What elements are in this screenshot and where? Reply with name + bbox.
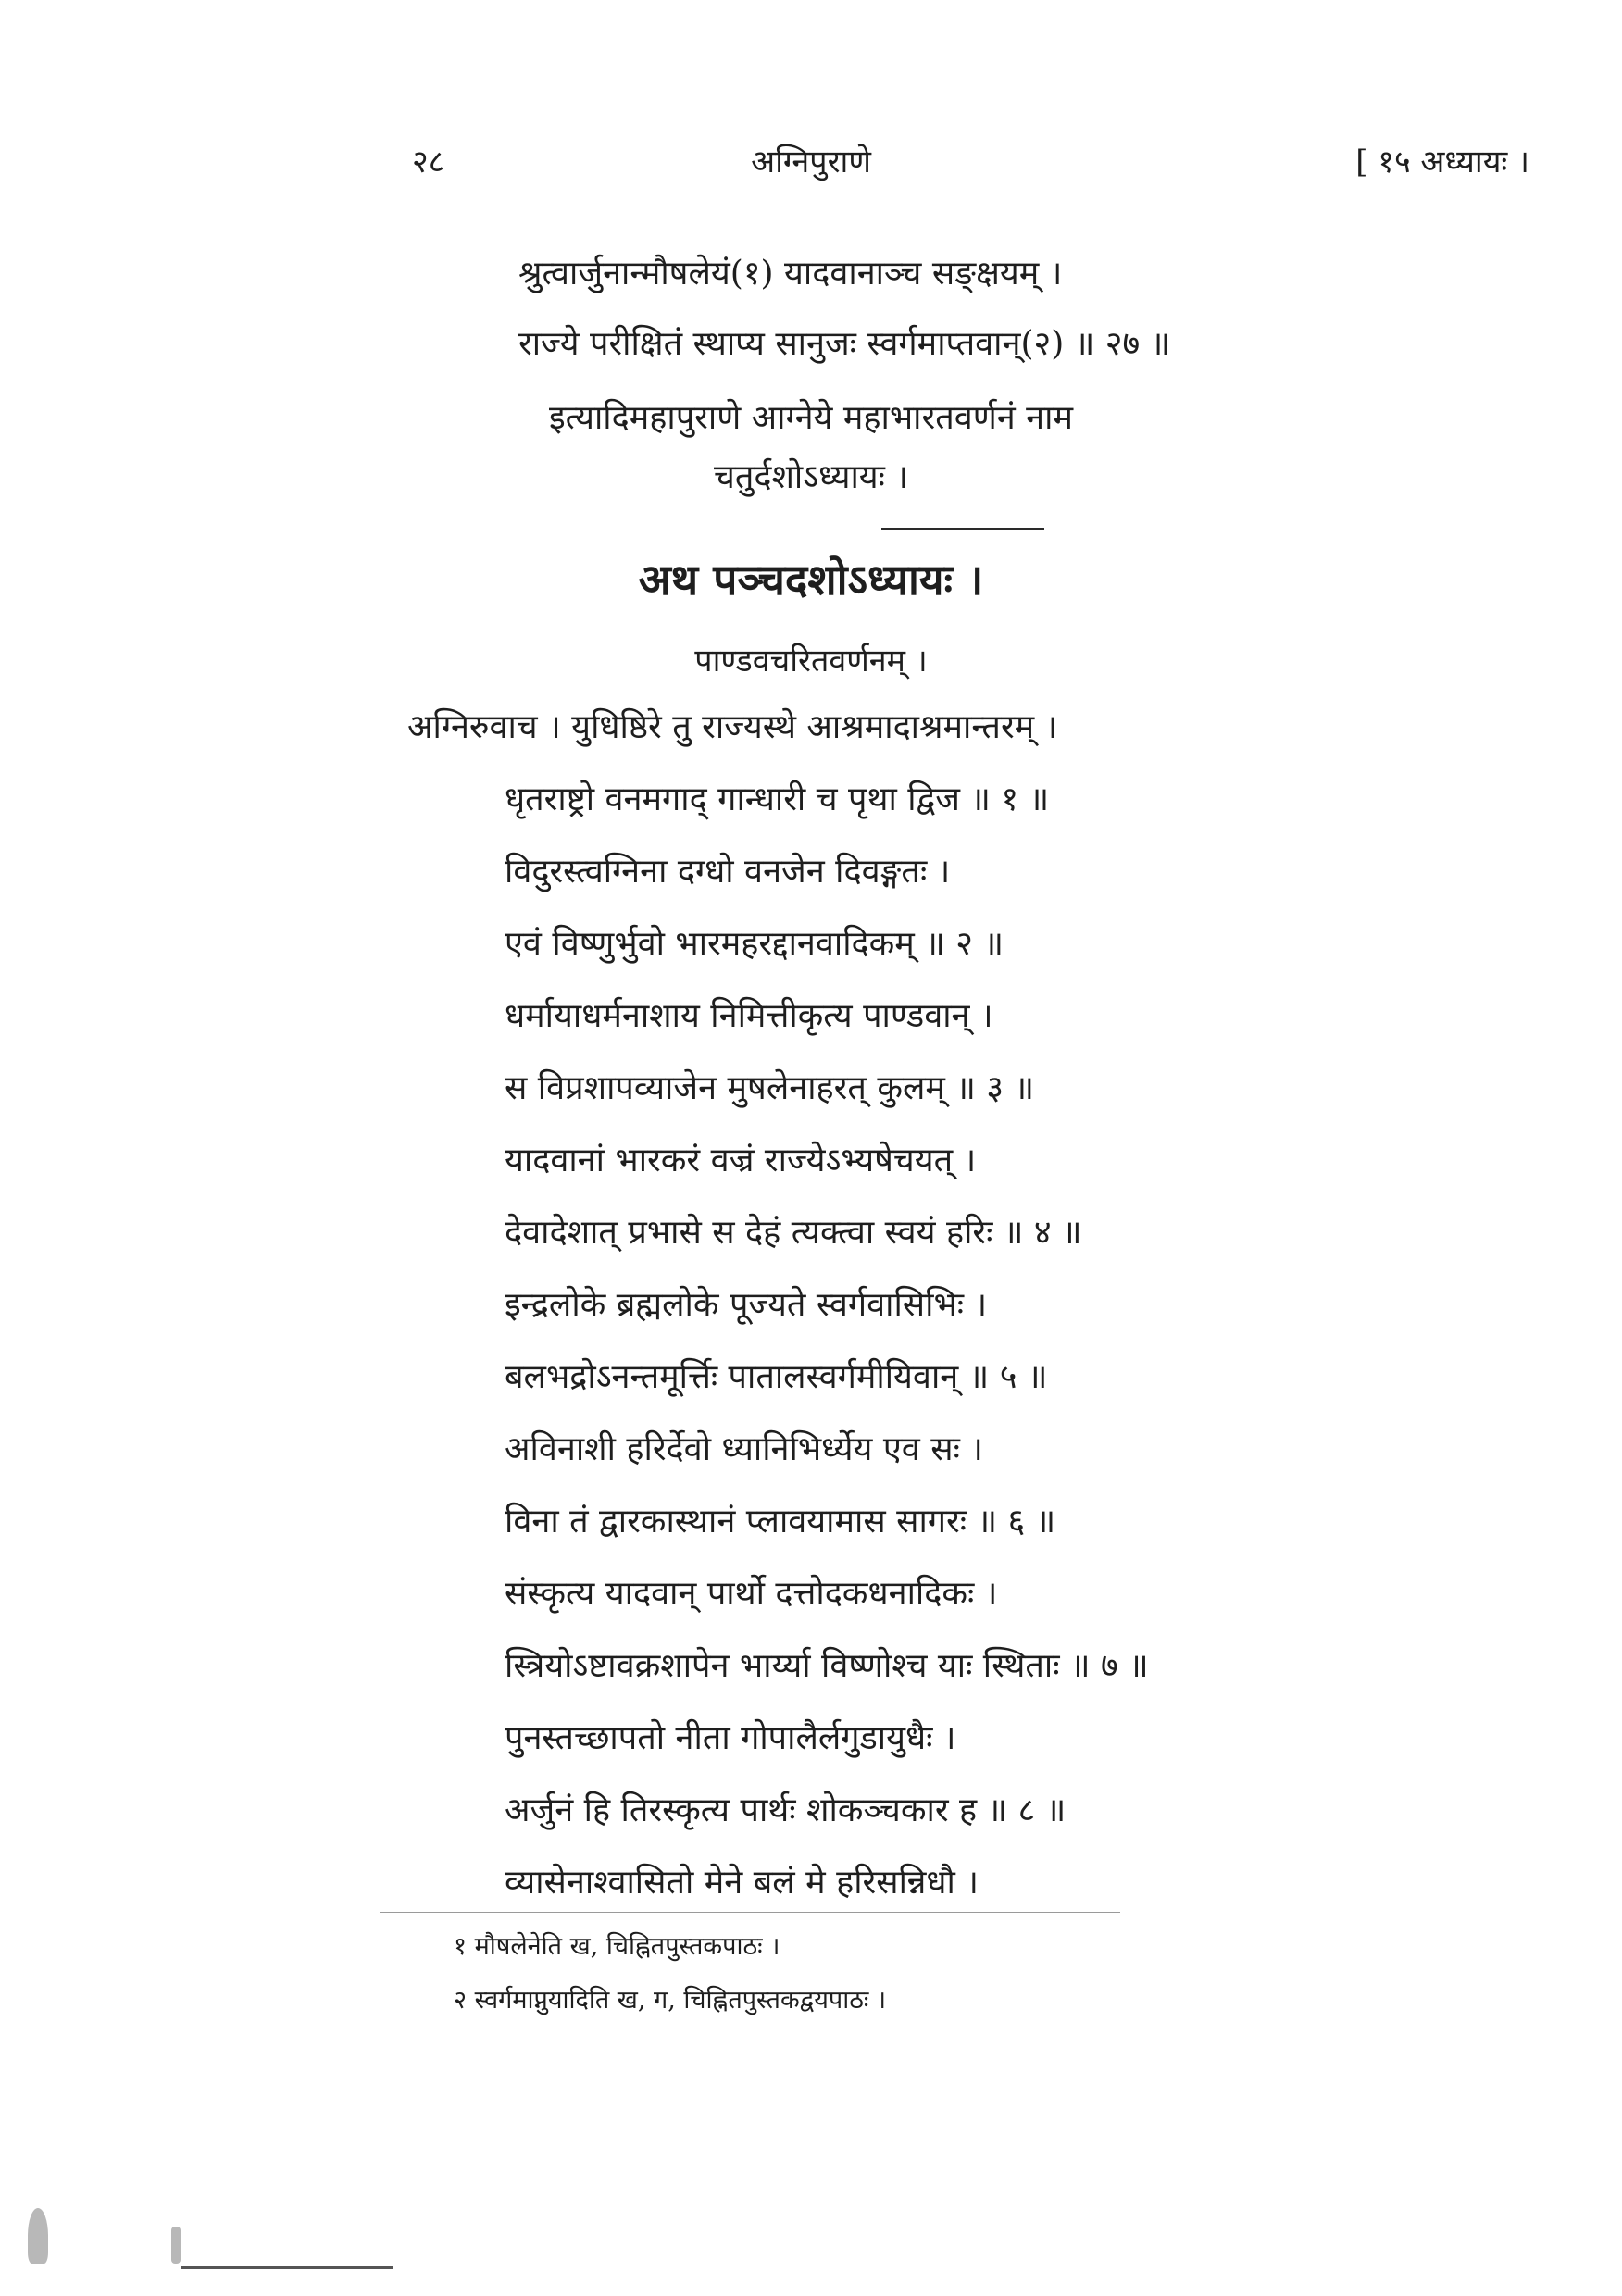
verse-line: व्यासेनाश्वासितो मेने बलं मे हरिसन्निधौ । bbox=[505, 1864, 979, 1902]
verse-line: इन्द्रलोके ब्रह्मलोके पूज्यते स्वर्गवासिभिः । bbox=[505, 1286, 988, 1324]
verse-line: बलभद्रोऽनन्तमूर्त्तिः पातालस्वर्गमीयिवान् ॥ ५ ॥ bbox=[505, 1358, 1048, 1396]
verse-line: धर्मायाधर्मनाशाय निमित्तीकृत्य पाण्डवान् । bbox=[505, 997, 993, 1035]
page-number: २८ bbox=[412, 144, 445, 181]
verse-line: स विप्रशापव्याजेन मुषलेनाहरत् कुलम् ॥ ३ ॥ bbox=[505, 1069, 1035, 1107]
section-divider bbox=[881, 528, 1044, 530]
verse-line: एवं विष्णुर्भुवो भारमहरद्दानवादिकम् ॥ २ ॥ bbox=[505, 925, 1004, 963]
verse-line: विदुरस्त्वग्निना दग्धो वनजेन दिवङ्गतः । bbox=[505, 853, 951, 891]
scan-edge-line bbox=[181, 2266, 393, 2269]
verse-line: अग्निरुवाच । युधिष्ठिरे तु राज्यस्थे आश्रमादाश्रमान्तरम् । bbox=[407, 708, 1058, 746]
chapter-label: [ १५ अध्यायः । bbox=[1355, 144, 1529, 181]
footnote: १ मौषलेनेति ख, चिह्नितपुस्तकपाठः । bbox=[454, 1932, 780, 1961]
verse-line: धृतराष्ट्रो वनमगाद् गान्धारी च पृथा द्विज ॥ १ ॥ bbox=[505, 780, 1050, 818]
page-header bbox=[0, 139, 1622, 194]
scan-smudge bbox=[171, 2227, 181, 2264]
scan-smudge bbox=[28, 2208, 48, 2264]
verse-line: संस्कृत्य यादवान् पार्थो दत्तोदकधनादिकः । bbox=[505, 1575, 998, 1613]
verse-line: अविनाशी हरिर्देवो ध्यानिभिर्ध्येय एव सः । bbox=[505, 1430, 983, 1468]
verse-line: स्त्रियोऽष्टावक्रशापेन भार्य्या विष्णोश्च याः स्थिताः ॥ ७ ॥ bbox=[505, 1647, 1149, 1685]
running-title: अग्निपुराणे bbox=[751, 144, 871, 181]
colophon-line: चतुर्दशोऽध्यायः । bbox=[713, 458, 909, 496]
verse-line: यादवानां भारकरं वज्रं राज्येऽभ्यषेचयत् । bbox=[505, 1142, 977, 1179]
verse-line: विना तं द्वारकास्थानं प्लावयामास सागरः ॥ ६ ॥ bbox=[505, 1503, 1056, 1541]
verse-line: अर्जुनं हि तिरस्कृत्य पार्थः शोकञ्चकार ह ॥ ८ ॥ bbox=[505, 1791, 1067, 1829]
chapter-title: अथ पञ्चदशोऽध्यायः । bbox=[638, 555, 984, 605]
verse-line: पुनस्तच्छापतो नीता गोपालैर्लगुडायुधैः । bbox=[505, 1719, 956, 1757]
verse-line: देवादेशात् प्रभासे स देहं त्यक्त्वा स्वयं हरिः ॥ ४ ॥ bbox=[505, 1214, 1082, 1252]
chapter-subtitle: पाण्डवचरितवर्णनम् । bbox=[694, 643, 928, 680]
footnote-divider bbox=[380, 1912, 1120, 1913]
verse-line: श्रुत्वार्जुनान्मौषलेयं(१) यादवानाञ्च सङ्क्षयम् । bbox=[518, 255, 1063, 293]
verse-line: राज्ये परीक्षितं स्थाप्य सानुजः स्वर्गमाप्तवान्(२) ॥ २७ ॥ bbox=[518, 325, 1171, 363]
footnote: २ स्वर्गमाप्नुयादिति ख, ग, चिह्नितपुस्तकद्वयपाठः । bbox=[454, 1986, 887, 2015]
colophon-line: इत्यादिमहापुराणे आग्नेये महाभारतवर्णनं नाम bbox=[548, 399, 1074, 437]
